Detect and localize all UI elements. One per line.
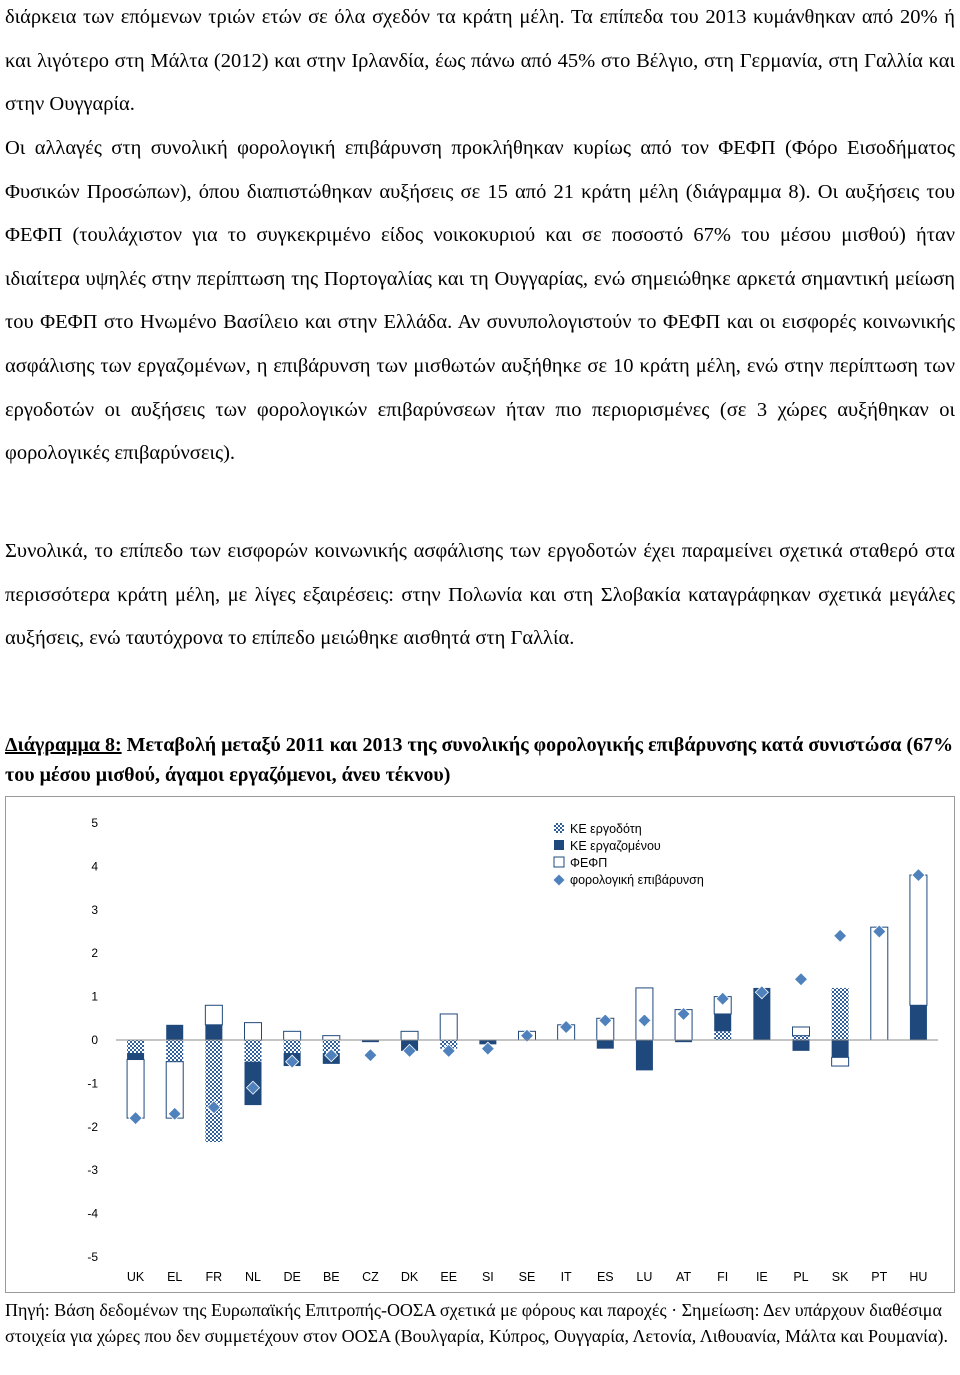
figure-caption-lead: Διάγραμμα 8: xyxy=(5,734,122,756)
bar-outline-pl xyxy=(793,1027,810,1036)
bar-outline-ee xyxy=(440,1014,457,1040)
x-category-label: IE xyxy=(755,1270,768,1284)
bar-outline-pt xyxy=(871,927,888,1040)
bar-outline-dk xyxy=(401,1031,418,1040)
x-category-label: IT xyxy=(560,1270,572,1284)
y-tick-label: 3 xyxy=(91,902,98,917)
x-category-label: LU xyxy=(636,1270,653,1284)
y-tick-label: 2 xyxy=(91,946,98,961)
x-category-label: EE xyxy=(440,1270,458,1284)
tax-burden-marker-pl xyxy=(795,973,808,986)
y-tick-label: -1 xyxy=(87,1076,98,1091)
x-category-label: HU xyxy=(909,1270,928,1284)
paragraph-3: Συνολικά, το επίπεδο των εισφορών κοινωνικής ασφάλισης των εργοδοτών έχει παραμείνει σχετικά σταθερό στα περισσότερα κράτη μέλη, με λίγες εξαιρέσεις: στην Πολωνία και στη Σλοβακία καταγράφηκαν σχετικά μεγάλες αυξήσεις, ενώ ταυτόχρονα το επίπεδο μειώθηκε αισθητά στη Γαλλία. xyxy=(5,540,955,650)
legend-label: φορολογική επιβάρυνση xyxy=(570,873,704,887)
x-category-label: ES xyxy=(596,1270,614,1284)
y-axis xyxy=(87,816,98,1264)
x-category-label: UK xyxy=(126,1270,145,1284)
legend-swatch-solid xyxy=(554,840,564,850)
bar-outline-hu xyxy=(910,875,927,1005)
y-tick-label: -5 xyxy=(87,1250,98,1264)
bar-checker-de xyxy=(284,1040,301,1053)
paragraph-2: Οι αλλαγές στη συνολική φορολογική επιβάρυνση προκλήθηκαν κυρίως από τον ΦΕΦΠ (Φόρο Εισοδήματος Φυσικών Προσώπων), όπου διαπιστώθηκαν αυξήσεις σε 15 από 21 κράτη μέλη (διάγραμμα 8). Οι αυξήσεις του ΦΕΦΠ (τουλάχιστον για το συγκεκριμένο είδος νοικοκυριού και σε ποσοστό 67% του μέσου μισθού) ήταν ιδιαίτερα υψηλές στην περίπτωση της Πορτογαλίας και τη Ουγγαρίας, ενώ σημειώθηκε αρκετά σημαντική μείωση του ΦΕΦΠ στο Ηνωμένο Βασίλειο και στην Ελλάδα. Αν συνυπολογιστούν το ΦΕΦΠ και οι εισφορές κοινωνικής ασφάλισης των εργαζομένων, η επιβάρυνση των μισθωτών αυξήθηκε σε 10 κράτη μέλη, ενώ στην περίπτωση των εργοδοτών οι αυξήσεις των φορολογικών επιβαρύνσεων ήταν πιο περιορισμένες (σε 3 χώρες αυξήθηκαν οι φορολογικές επιβαρύνσεις). xyxy=(5,137,955,465)
x-category-label: DK xyxy=(400,1270,419,1284)
bar-checker-fr xyxy=(205,1040,222,1142)
legend-label: ΚΕ εργαζομένου xyxy=(570,839,661,853)
bar-outline-uk xyxy=(127,1060,144,1119)
x-category-label: SK xyxy=(831,1270,849,1284)
bar-outline-sk xyxy=(832,1057,849,1066)
y-tick-label: -3 xyxy=(87,1163,98,1178)
x-category-label: BE xyxy=(322,1270,340,1284)
markers xyxy=(129,869,925,1125)
bar-checker-pl xyxy=(793,1036,810,1040)
x-category-label: SI xyxy=(481,1270,494,1284)
y-tick-label: -2 xyxy=(87,1119,98,1134)
bar-checker-uk xyxy=(127,1040,144,1053)
bar-outline-be xyxy=(323,1036,340,1040)
bar-outline-nl xyxy=(245,1023,262,1040)
bar-checker-sk xyxy=(832,988,849,1040)
bar-outline-de xyxy=(284,1031,301,1040)
x-category-label: FR xyxy=(205,1270,223,1284)
x-category-label: FI xyxy=(717,1270,729,1284)
legend-swatch-checker xyxy=(554,823,564,833)
bar-solid-es xyxy=(597,1040,614,1049)
chart-frame xyxy=(5,796,955,1293)
y-tick-label: -4 xyxy=(87,1206,98,1221)
figure-caption xyxy=(5,730,955,790)
stacked-bar-chart xyxy=(6,797,954,1292)
source-note: Πηγή: Βάση δεδομένων της Ευρωπαϊκής Επιτροπής-ΟΟΣΑ σχετικά με φόρους και παροχές · Σημείωση: Δεν υπάρχουν διαθέσιμα στοιχεία για χώρες που δεν συμμετέχουν στον ΟΟΣΑ (Βουλγαρία, Κύπρος, Ουγγαρία, Λετονία, Λιθουανία, Μάλτα και Ρουμανία). xyxy=(5,1300,948,1346)
legend-swatch-outline xyxy=(554,857,564,867)
y-tick-label: 5 xyxy=(91,816,98,830)
legend-label: ΦΕΦΠ xyxy=(570,856,608,870)
bars xyxy=(127,875,927,1142)
bar-solid-el xyxy=(166,1025,183,1040)
bar-solid-hu xyxy=(910,1005,927,1040)
bar-solid-sk xyxy=(832,1040,849,1057)
x-category-label: PT xyxy=(871,1270,888,1284)
x-category-label: DE xyxy=(283,1270,301,1284)
bar-solid-lu xyxy=(636,1040,653,1070)
bar-solid-fr xyxy=(205,1025,222,1040)
x-category-label: NL xyxy=(245,1270,261,1284)
x-axis xyxy=(116,1040,938,1284)
x-category-label: PL xyxy=(793,1270,809,1284)
legend-label: ΚΕ εργοδότη xyxy=(570,822,642,836)
x-category-label: SE xyxy=(518,1270,536,1284)
x-category-label: AT xyxy=(676,1270,692,1284)
tax-burden-marker-sk xyxy=(834,929,847,942)
x-category-label: CZ xyxy=(362,1270,379,1284)
x-category-label: EL xyxy=(167,1270,183,1284)
bar-solid-fi xyxy=(714,1014,731,1031)
y-tick-label: 0 xyxy=(91,1033,98,1047)
tax-burden-marker-cz xyxy=(364,1049,377,1062)
legend-swatch-diamond xyxy=(554,875,565,886)
bar-solid-pl xyxy=(793,1040,810,1051)
paragraph-1: διάρκεια των επόμενων τριών ετών σε όλα σχεδόν τα κράτη μέλη. Τα επίπεδα του 2013 κυμάνθηκαν από 20% ή και λιγότερο στη Μάλτα (2012) και στην Ιρλανδία, έως πάνω από 45% στο Βέλγιο, στη Γερμανία, στη Γαλλία και στην Ουγγαρία. xyxy=(5,6,955,116)
figure-caption-text: Μεταβολή μεταξύ 2011 και 2013 της συνολικής φορολογικής επιβάρυνσης κατά συνιστώσα (67% του μέσου μισθού, άγαμοι εργαζόμενοι, άνευ τέκνου) xyxy=(5,734,954,786)
legend xyxy=(554,822,704,887)
bar-checker-nl xyxy=(245,1040,262,1062)
bar-solid-uk xyxy=(127,1053,144,1060)
bar-outline-fr xyxy=(205,1005,222,1025)
bar-checker-fi xyxy=(714,1031,731,1040)
y-tick-label: 4 xyxy=(91,859,98,874)
y-tick-label: 1 xyxy=(91,989,98,1004)
bar-checker-el xyxy=(166,1040,183,1062)
